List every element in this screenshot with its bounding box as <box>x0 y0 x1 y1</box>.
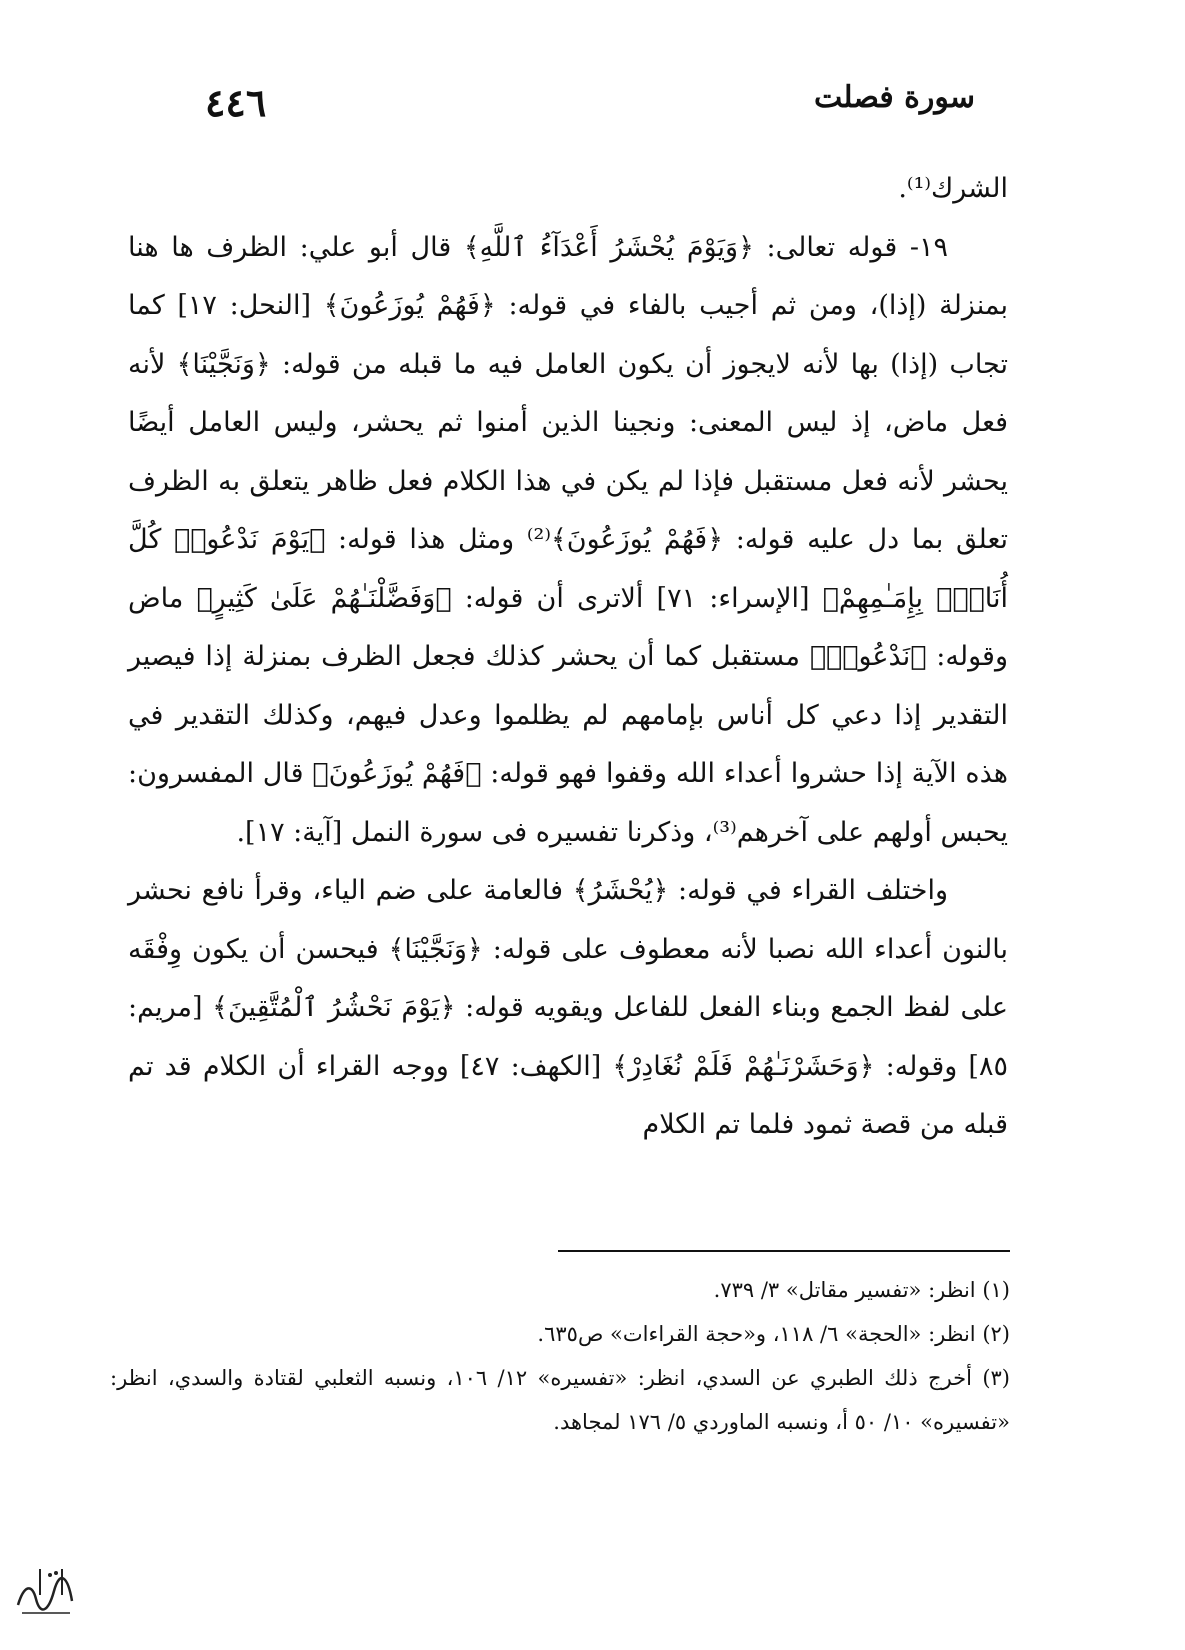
page-number: ٤٤٦ <box>205 80 267 125</box>
page-header <box>205 80 975 130</box>
library-stamp-logo <box>10 1555 80 1625</box>
footnote-1: (١) انظر: «تفسير مقاتل» ٣/ ٧٣٩. <box>713 1278 1010 1302</box>
paragraph-2-text: ١٩- قوله تعالى: ﴿وَيَوْمَ يُحْشَرُ أَعْدَآءُ ٱللَّهِ﴾ قال أبو علي: الظرف ها هنا بمنزلة (إذا)، ومن ثم أجيب بالفاء في قوله: ﴿فَهُمْ يُوزَعُونَ﴾ [النحل: ١٧] كما تجاب (إذا) بها لأنه لايجوز أن يكون العامل فيه ما قبله من قوله: ﴿وَنَجَّيْنَا﴾ لأنه فعل ماض، إذ ليس المعنى: ونجينا الذين أمنوا ثم يحشر، وليس العامل أيضًا يحشر لأنه فعل مستقبل فإذا لم يكن في هذا الكلام فعل ظاهر يتعلق به الظرف تعلق بما دل عليه قوله: ﴿فَهُمْ يُوزَعُونَ﴾⁽²⁾ ومثل هذا قوله: ﴿يَوْمَ نَدْعُوا۟ كُلَّ أُنَاسٍۭ بِإِمَـٰمِهِمْ﴾ [الإسراء: ٧١] ألاترى أن قوله: ﴿وَفَضَّلْنَـٰهُمْ عَلَىٰ كَثِيرٍ﴾ ماض وقوله: ﴿نَدْعُوا۟﴾ مستقبل كما أن يحشر كذلك فجعل الظرف بمنزلة إذا فيصير التقدير إذا دعي كل أناس بإمامهم لم يظلموا وعدل فيهم، وكذلك التقدير في هذه الآية إذا حشروا أعداء الله وقفوا فهو قوله: ﴿فَهُمْ يُوزَعُونَ﴾ قال المفسرون: يحبس أولهم على آخرهم⁽³⁾، وذكرنا تفسيره فى سورة النمل [آية: ١٧]. <box>128 231 1009 848</box>
footnote-2: (٢) انظر: «الحجة» ٦/ ١١٨، و«حجة القراءات» ص٦٣٥. <box>537 1322 1010 1346</box>
main-text <box>128 160 1008 1155</box>
paragraph-1: الشرك⁽¹⁾. <box>898 173 1008 204</box>
footnote-3: (٣) أخرج ذلك الطبري عن السدي، انظر: «تفسيره» ١٢/ ١٠٦، ونسبه الثعلبي لقتادة والسدي، انظر: «تفسيره» ١٠/ ٥٠ أ، ونسبه الماوردي ٥/ ١٧٦ لمجاهد. <box>110 1366 1010 1434</box>
footnotes <box>110 1268 1010 1444</box>
paragraph-3-text: واختلف القراء في قوله: ﴿يُحْشَرُ﴾ فالعامة على ضم الياء، وقرأ نافع نحشر بالنون أعداء الله نصبا لأنه معطوف على قوله: ﴿وَنَجَّيْنَا﴾ فيحسن أن يكون وِفْقَه على لفظ الجمع وبناء الفعل للفاعل ويقويه قوله: ﴿يَوْمَ نَحْشُرُ ٱلْمُتَّقِينَ﴾ [مريم: ٨٥] وقوله: ﴿وَحَشَرْنَـٰهُمْ فَلَمْ نُغَادِرْ﴾ [الكهف: ٤٧] ووجه القراء أن الكلام قد تم قبله من قصة ثمود فلما تم الكلام <box>128 875 1008 1140</box>
paragraph-3 <box>128 862 1008 1155</box>
footnote-divider <box>558 1250 1010 1252</box>
paragraph-2 <box>128 219 1008 863</box>
surah-title: سورة فصلت <box>813 80 975 115</box>
